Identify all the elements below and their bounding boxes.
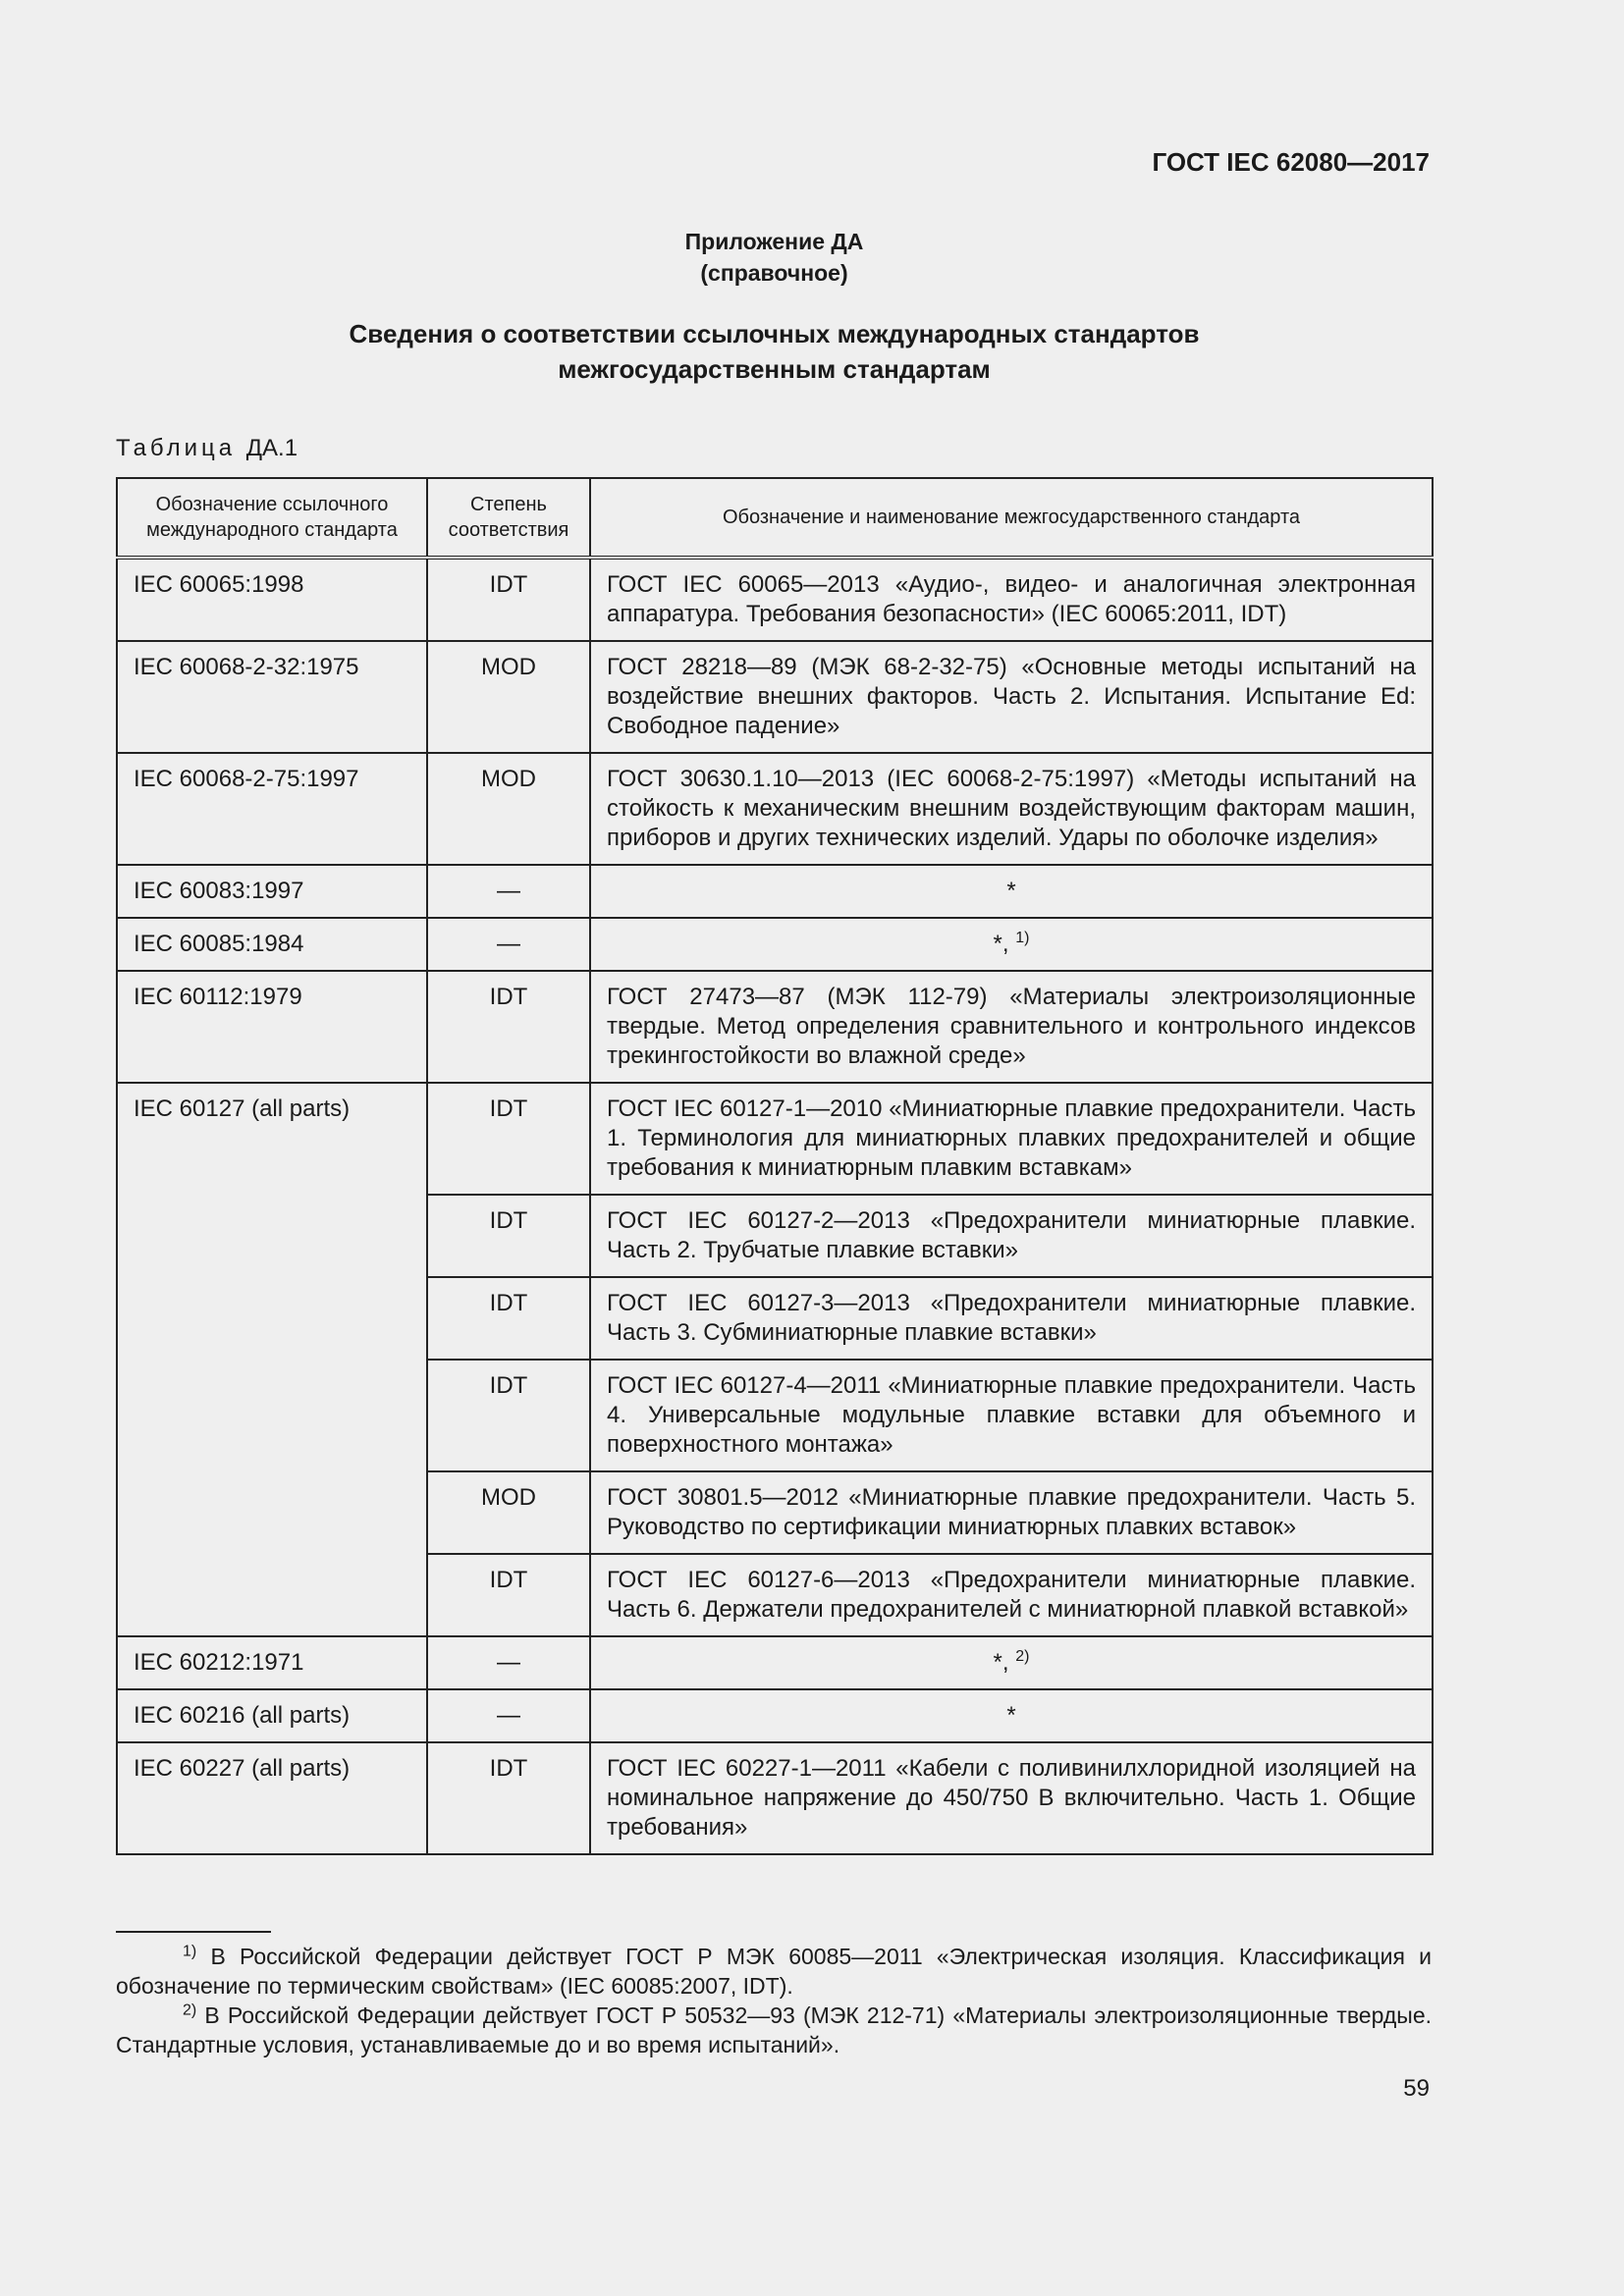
table-row — [117, 558, 1433, 641]
degree-cell: IDT — [427, 1554, 590, 1636]
footnote-1 — [116, 1942, 1432, 2001]
table-row — [117, 865, 1433, 918]
no-standard-mark: *, — [993, 931, 1009, 957]
document-code: ГОСТ IEC 62080—2017 — [1152, 147, 1430, 177]
interstate-standard-cell: ГОСТ IEC 60127-2—2013 «Предохранители миниатюрные плавкие. Часть 2. Трубчатые плавкие вставки» — [590, 1195, 1433, 1277]
header-interstate-standard: Обозначение и наименование межгосударственного стандарта — [590, 478, 1433, 558]
interstate-standard-cell: ГОСТ IEC 60127-4—2011 «Миниатюрные плавкие предохранители. Часть 4. Универсальные модульные плавкие вставки для объемного и поверхностного монтажа» — [590, 1360, 1433, 1471]
footnote-text-1: В Российской Федерации действует ГОСТ Р МЭК 60085—2011 «Электрическая изоляция. Классификация и обозначение по термическим свойствам» (IEC 60085:2007, IDT). — [116, 1944, 1432, 1999]
degree-cell: MOD — [427, 641, 590, 753]
footnote-ref-1: 1) — [1015, 930, 1030, 946]
header-ref-standard — [117, 478, 427, 558]
table-row — [117, 1742, 1433, 1854]
degree-cell: MOD — [427, 753, 590, 865]
header-degree-line1: Степень — [470, 494, 547, 515]
ref-standard-cell: IEC 60112:1979 — [117, 971, 427, 1083]
interstate-standard-cell — [590, 918, 1433, 971]
table-caption-number: ДА.1 — [245, 435, 298, 461]
degree-cell: — — [427, 865, 590, 918]
interstate-standard-cell: ГОСТ IEC 60127-3—2013 «Предохранители миниатюрные плавкие. Часть 3. Субминиатюрные плавкие вставки» — [590, 1277, 1433, 1360]
table-row — [117, 971, 1433, 1083]
interstate-standard-cell: ГОСТ IEC 60127-1—2010 «Миниатюрные плавкие предохранители. Часть 1. Терминология для миниатюрных плавких предохранителей и общие требования к миниатюрным плавким вставкам» — [590, 1083, 1433, 1195]
interstate-standard-cell: * — [590, 1689, 1433, 1742]
table-row — [117, 1083, 1433, 1195]
table-caption-word: Таблица — [116, 435, 237, 461]
header-degree — [427, 478, 590, 558]
header-ref-line1: Обозначение ссылочного — [155, 494, 389, 515]
section-title — [0, 316, 1548, 387]
degree-cell: IDT — [427, 558, 590, 641]
degree-cell: — — [427, 918, 590, 971]
degree-cell: MOD — [427, 1471, 590, 1554]
interstate-standard-cell: ГОСТ 28218—89 (МЭК 68-2-32-75) «Основные методы испытаний на воздействие внешних факторов. Часть 2. Испытания. Испытание Ed: Свободное падение» — [590, 641, 1433, 753]
annex-title: Приложение ДА — [684, 229, 864, 254]
footnote-2 — [116, 2001, 1432, 2059]
table-row — [117, 1636, 1433, 1689]
degree-cell: IDT — [427, 1277, 590, 1360]
ref-standard-cell: IEC 60127 (all parts) — [117, 1083, 427, 1636]
degree-cell: — — [427, 1689, 590, 1742]
footnote-ref-2: 2) — [1015, 1648, 1030, 1665]
header-degree-line2: соответствия — [448, 519, 569, 541]
interstate-standard-cell: ГОСТ IEC 60227-1—2011 «Кабели с поливинилхлоридной изоляцией на номинальное напряжение до 450/750 В включительно. Часть 1. Общие требования» — [590, 1742, 1433, 1854]
degree-cell: IDT — [427, 971, 590, 1083]
ref-standard-cell: IEC 60227 (all parts) — [117, 1742, 427, 1854]
footnote-mark-1: 1) — [183, 1943, 197, 1960]
footnote-text-2: В Российской Федерации действует ГОСТ Р 50532—93 (МЭК 212-71) «Материалы электроизоляционные твердые. Стандартные условия, устанавливаемые до и во время испытаний». — [116, 2002, 1432, 2057]
table-row — [117, 1689, 1433, 1742]
interstate-standard-cell: * — [590, 865, 1433, 918]
footnote-mark-2: 2) — [183, 2002, 197, 2019]
section-title-line1: Сведения о соответствии ссылочных международных стандартов — [349, 319, 1200, 348]
table-header-row — [117, 478, 1433, 558]
table-row — [117, 753, 1433, 865]
interstate-standard-cell: ГОСТ IEC 60065—2013 «Аудио-, видео- и аналогичная электронная аппаратура. Требования безопасности» (IEC 60065:2011, IDT) — [590, 558, 1433, 641]
section-title-line2: межгосударственным стандартам — [558, 354, 991, 384]
ref-standard-cell: IEC 60216 (all parts) — [117, 1689, 427, 1742]
degree-cell: IDT — [427, 1742, 590, 1854]
ref-standard-cell: IEC 60068-2-32:1975 — [117, 641, 427, 753]
interstate-standard-cell: ГОСТ 30801.5—2012 «Миниатюрные плавкие предохранители. Часть 5. Руководство по сертификации миниатюрных плавких вставок» — [590, 1471, 1433, 1554]
table-caption — [116, 435, 298, 462]
footnotes — [116, 1942, 1432, 2059]
ref-standard-cell: IEC 60212:1971 — [117, 1636, 427, 1689]
interstate-standard-cell: ГОСТ IEC 60127-6—2013 «Предохранители миниатюрные плавкие. Часть 6. Держатели предохранителей с миниатюрной плавкой вставкой» — [590, 1554, 1433, 1636]
ref-standard-cell: IEC 60065:1998 — [117, 558, 427, 641]
header-ref-line2: международного стандарта — [146, 519, 398, 541]
ref-standard-cell: IEC 60068-2-75:1997 — [117, 753, 427, 865]
table-row — [117, 918, 1433, 971]
degree-cell: IDT — [427, 1083, 590, 1195]
no-standard-mark: *, — [993, 1649, 1009, 1676]
degree-cell: IDT — [427, 1360, 590, 1471]
interstate-standard-cell: ГОСТ 27473—87 (МЭК 112-79) «Материалы электроизоляционные твердые. Метод определения сравнительного и контрольного индексов трекингостойкости во влажной среде» — [590, 971, 1433, 1083]
degree-cell: — — [427, 1636, 590, 1689]
table-row — [117, 641, 1433, 753]
interstate-standard-cell: ГОСТ 30630.1.10—2013 (IEC 60068-2-75:1997) «Методы испытаний на стойкость к механическим внешним воздействующим факторам машин, приборов и других технических изделий. Удары по оболочке изделия» — [590, 753, 1433, 865]
footnote-divider — [116, 1931, 271, 1933]
page-number: 59 — [1403, 2075, 1430, 2102]
annex-heading — [0, 226, 1548, 289]
ref-standard-cell: IEC 60083:1997 — [117, 865, 427, 918]
degree-cell: IDT — [427, 1195, 590, 1277]
annex-subtitle: (справочное) — [700, 260, 848, 286]
correspondence-table — [116, 477, 1434, 1855]
interstate-standard-cell — [590, 1636, 1433, 1689]
ref-standard-cell: IEC 60085:1984 — [117, 918, 427, 971]
